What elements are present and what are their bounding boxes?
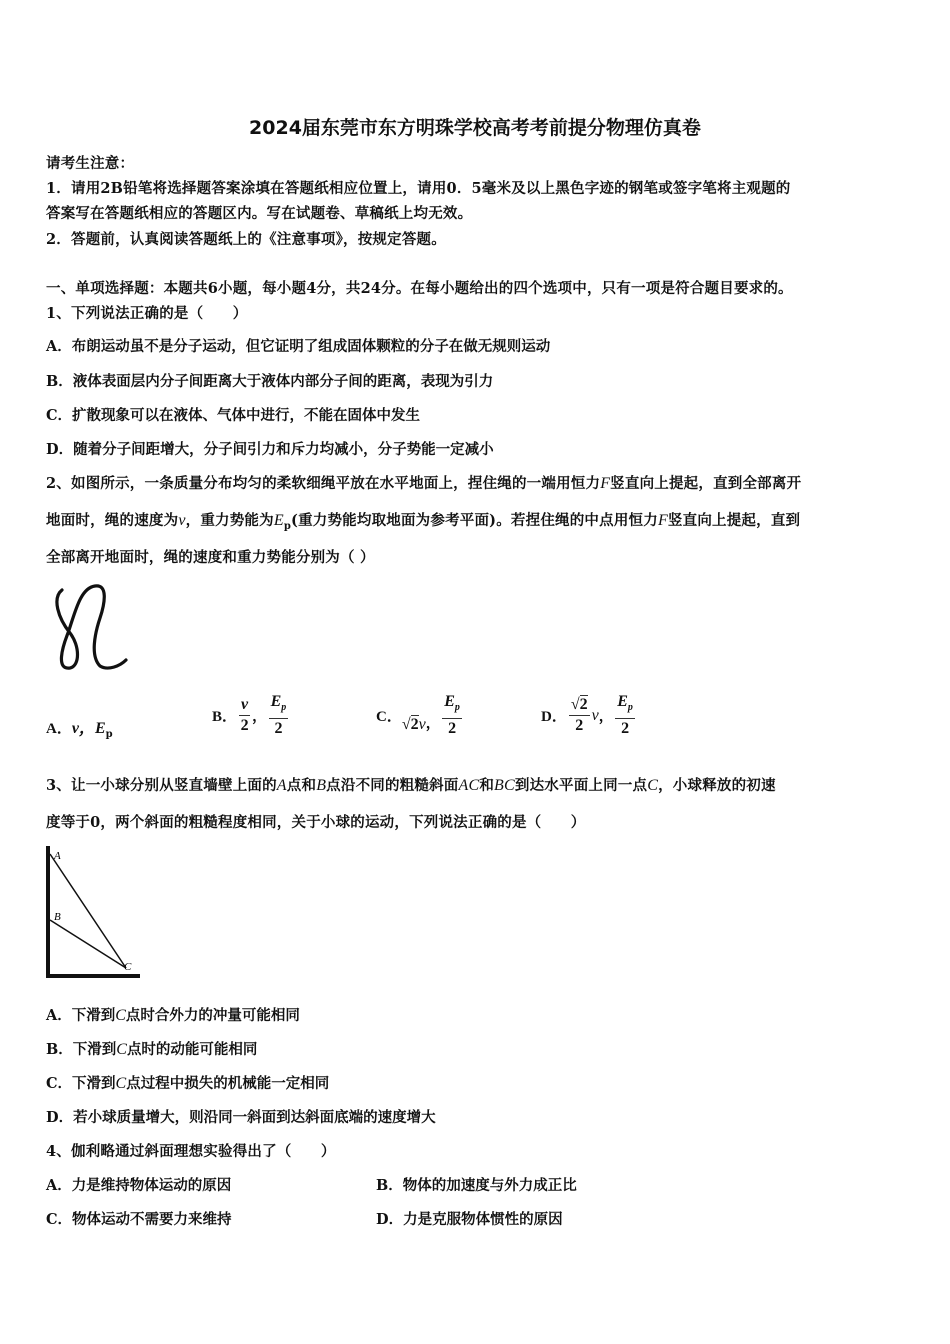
q1-stem: 1、下列说法正确的是（ ） xyxy=(46,305,248,322)
q2-stem-line-2: 地面时，绳的速度为v，重力势能为$E_p$(重力势能均取地面为参考平面)。若捏住绳的中点用恒力F竖直向上提起，直到 xyxy=(46,512,801,532)
q3-option-c: C．下滑到C点过程中损失的机械能一定相同 xyxy=(46,1075,330,1092)
fraction: $\frac{E_p}{2}$ xyxy=(270,693,287,738)
point-c-label: C xyxy=(124,961,132,973)
q4-option-d: D．力是克服物体惯性的原因 xyxy=(376,1211,563,1228)
q2-stem-line-3: 全部离开地面时，绳的速度和重力势能分别为（ ） xyxy=(46,549,375,566)
notice-heading: 请考生注意： xyxy=(46,155,135,172)
section-heading: 一、单项选择题：本题共6小题，每小题4分，共24分。在每小题给出的四个选项中，只有一项是符合题目要求的。 xyxy=(46,280,793,297)
q1-option-c: C．扩散现象可以在液体、气体中进行，不能在固体中发生 xyxy=(46,407,421,424)
notice-line-2: 2．答题前，认真阅读答题纸上的《注意事项》，按规定答题。 xyxy=(46,231,446,248)
q2-option-b: B． $\frac{v}{2}$ ， $\frac{E_p}{2}$ xyxy=(212,693,287,738)
fraction: $\frac{√2}{2}$ xyxy=(570,696,588,735)
rope-figure xyxy=(50,578,130,673)
q4-stem: 4、伽利略通过斜面理想实验得出了（ ） xyxy=(46,1143,336,1160)
q1-option-a: A．布朗运动虽不是分子运动，但它证明了组成固体颗粒的分子在做无规则运动 xyxy=(46,338,551,355)
q1-option-d: D．随着分子间距增大，分子间引力和斥力均减小，分子势能一定减小 xyxy=(46,441,494,458)
q4-option-b: B．物体的加速度与外力成正比 xyxy=(376,1177,577,1194)
q4-option-c: C．物体运动不需要力来维持 xyxy=(46,1211,232,1228)
q3-stem-line-1: 3、让一小球分别从竖直墙壁上面的A点和B点沿不同的粗糙斜面AC和BC到达水平面上同一点C，小球释放的初速 xyxy=(46,777,776,794)
q2-option-d: D． $\frac{√2}{2}$ v ， $\frac{E_p}{2}$ xyxy=(541,693,633,738)
fraction: $\frac{E_p}{2}$ xyxy=(444,693,460,738)
q2-stem-line-1: 2、如图所示，一条质量分布均匀的柔软细绳平放在水平地面上，捏住绳的一端用恒力F竖直向上提起，直到全部离开 xyxy=(46,475,802,492)
q3-option-d: D．若小球质量增大，则沿同一斜面到达斜面底端的速度增大 xyxy=(46,1109,436,1126)
page-title: 2024届东莞市东方明珠学校高考考前提分物理仿真卷 xyxy=(249,117,701,139)
q3-stem-line-2: 度等于0，两个斜面的粗糙程度相同，关于小球的运动，下列说法正确的是（ ） xyxy=(46,814,586,831)
q1-option-b: B．液体表面层内分子间距离大于液体内部分子间的距离，表现为引力 xyxy=(46,373,494,390)
q4-option-a: A．力是维持物体运动的原因 xyxy=(46,1177,232,1194)
q2-option-c: C． √2v ， $\frac{E_p}{2}$ xyxy=(376,693,460,738)
fraction: $\frac{E_p}{2}$ xyxy=(617,693,633,738)
point-b-label: B xyxy=(54,911,61,923)
notice-line-1a: 1．请用2B铅笔将选择题答案涂填在答题纸相应位置上，请用0．5毫米及以上黑色字迹的钢笔或签字笔将主观题的 xyxy=(46,180,791,197)
notice-line-1b: 答案写在答题纸相应的答题区内。写在试题卷、草稿纸上均无效。 xyxy=(46,205,473,222)
q2-option-a: A．v，$E_p$ xyxy=(46,720,113,740)
q3-option-a: A．下滑到C点时合外力的冲量可能相同 xyxy=(46,1007,300,1024)
q3-option-b: B．下滑到C点时的动能可能相同 xyxy=(46,1041,258,1058)
point-a-label: A xyxy=(54,850,61,862)
fraction: $\frac{v}{2}$ xyxy=(240,696,249,735)
incline-figure xyxy=(42,842,152,982)
